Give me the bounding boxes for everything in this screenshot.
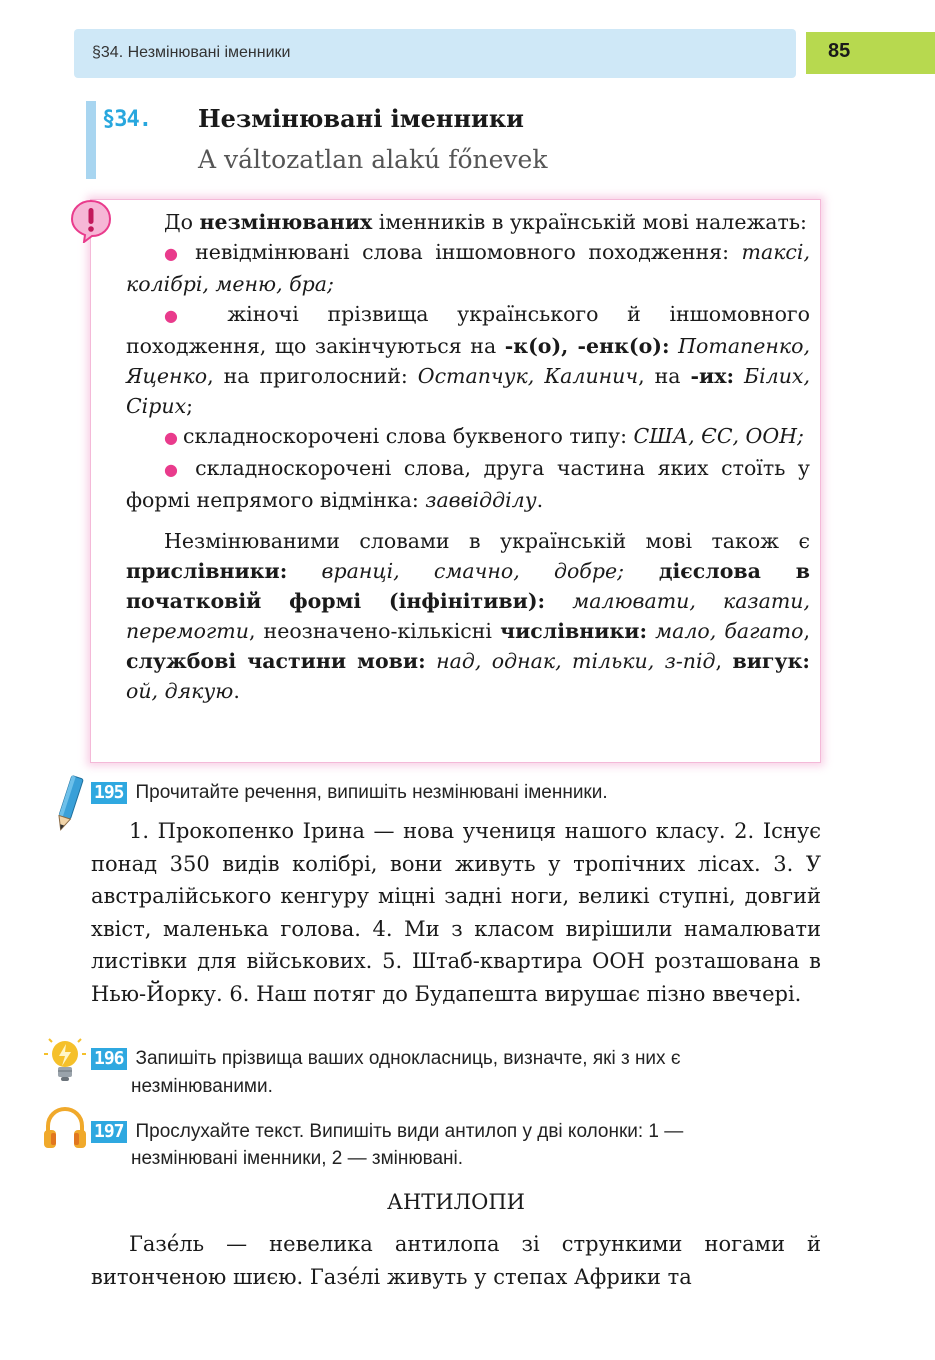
exercise-195 [91, 780, 608, 806]
headphones-icon [42, 1104, 88, 1150]
exercise-197 [91, 1119, 683, 1145]
exercise-task-continued: незмінюваними. [131, 1076, 273, 1097]
bullet-icon: ● [164, 460, 196, 479]
exercise-196 [91, 1046, 681, 1072]
bullet-icon: ● [164, 244, 196, 263]
header-section-ref: §34. Незмінювані іменники [92, 44, 291, 61]
page-number-box [806, 32, 935, 74]
reading-text: Газе́ль — невелика антилопа зі стрункими ногами й витонченою шиєю. Газе́лі живуть у степах Африки та [91, 1232, 821, 1289]
pencil-icon [52, 774, 86, 834]
section-number: §34. [102, 107, 151, 132]
page-number: 85 [828, 40, 851, 62]
rule-text [126, 207, 810, 706]
bullet-icon: ● [164, 428, 184, 447]
section-title-hu: A változatlan alakú főnevek [198, 145, 548, 174]
section-stripe [86, 101, 96, 179]
reading-title: АНТИЛОПИ [387, 1190, 525, 1214]
exercise-number: 196 [91, 1048, 127, 1070]
rule-outro: Незмінюваними словами в українській мові також є прислівники: вранці, смачно, добре; дієслова в початковій формі (інфінітиви): малювати, казати, перемогти, неозначено-кількісні числівники: мало, багато, службові частини мови: над, однак, тільки, з-під, вигук: ой, дякую. [126, 529, 810, 703]
rule-item: ● складноскорочені слова, друга частина яких стоїть у формі непрямого відмінка: заввідділу. [126, 456, 810, 512]
rule-item: ● складноскорочені слова буквеного типу: США, ЄС, ООН; [164, 424, 804, 448]
exercise-195-text: 1. Прокопенко Ірина — нова учениця нашого класу. 2. Існує понад 350 видів колібрі, вони живуть у тропічних лісах. 3. У австралійського кенгуру міцні задні ноги, великі ступні, довгий хвіст, маленька голова. 4. Ми з класом вирішили намалювати листівки для військових. 5. Штаб-квартира ООН розташована в Нью-Йорку. 6. Наш потяг до Будапешта вирушає пізно ввечері. [91, 819, 821, 1006]
exercise-number: 197 [91, 1121, 127, 1143]
rule-intro: До незмінюваних іменників в українській мові належать: [164, 210, 807, 234]
lightbulb-icon [44, 1036, 86, 1082]
exclamation-icon [70, 199, 112, 243]
exercise-task-continued: незмінювані іменники, 2 — змінювані. [131, 1148, 464, 1169]
section-title-ua: Незмінювані іменники [198, 104, 524, 133]
rule-item: ● жіночі прізвища українського й іншомовного походження, що закінчуються на -к(о), -енк(о): Потапенко, Яценко, на приголосний: Остапчук, Калинич, на -их: Білих, Сірих; [126, 302, 811, 418]
rule-item: ● невідмінювані слова іншомовного походження: таксі, колібрі, меню, бра; [126, 240, 810, 296]
exercise-number: 195 [91, 782, 127, 804]
exercise-task: Прочитайте речення, випишіть незмінювані іменники. [135, 782, 608, 803]
bullet-icon: ● [164, 306, 228, 325]
exercise-task: Прослухайте текст. Випишіть види антилоп у дві колонки: 1 — [135, 1121, 684, 1142]
exercise-task: Запишіть прізвища ваших однокласниць, визначте, які з них є [135, 1048, 681, 1069]
